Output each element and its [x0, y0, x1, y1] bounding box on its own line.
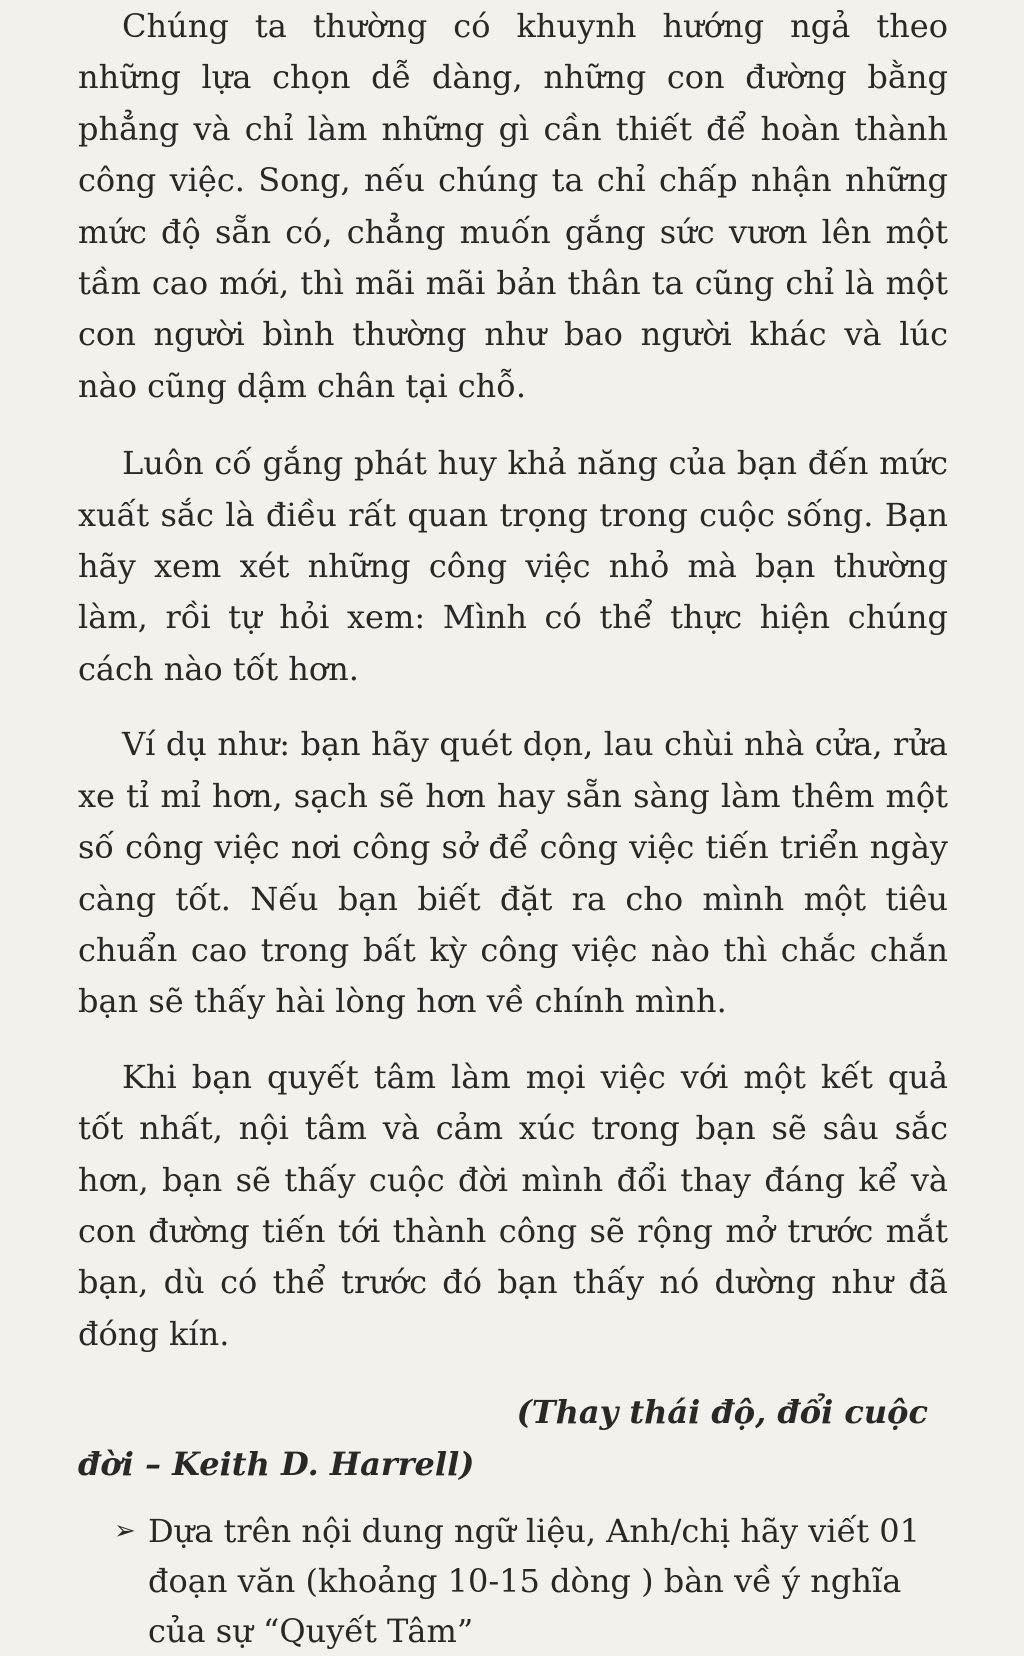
paragraph-2: Luôn cố gắng phát huy khả năng của bạn đến mức xuất sắc là điều rất quan trọng trong cuộc sống. Bạn hãy xem xét những công việc nhỏ mà bạn thường làm, rồi tự hỏi xem: Mình có thể thực hiện chúng cách nào tốt hơn.	[78, 444, 948, 688]
citation-line-1: (Thay thái độ, đổi cuộc	[516, 1393, 928, 1432]
paragraph-3: Ví dụ như: bạn hãy quét dọn, lau chùi nhà cửa, rửa xe tỉ mỉ hơn, sạch sẽ hơn hay sẵn sàng làm thêm một số công việc nơi công sở để công việc tiến triển ngày càng tốt. Nếu bạn biết đặt ra cho mình một tiêu chuẩn cao trong bất kỳ công việc nào thì chắc chắn bạn sẽ thấy hài lòng hơn về chính mình.	[78, 725, 948, 1021]
paragraph-1: Chúng ta thường có khuynh hướng ngả theo những lựa chọn dễ dàng, những con đường bằng phẳng và chỉ làm những gì cần thiết để hoàn thành công việc. Song, nếu chúng ta chỉ chấp nhận những mức độ sẵn có, chẳng muốn gắng sức vươn lên một tầm cao mới, thì mãi mãi bản thân ta cũng chỉ là một con người bình thường như bao người khác và lúc nào cũng dậm chân tại chỗ.	[78, 7, 948, 405]
task-item	[78, 1506, 948, 1656]
task-text: Dựa trên nội dung ngữ liệu, Anh/chị hãy viết 01 đoạn văn (khoảng 10-15 dòng ) bàn về ý nghĩa của sự “Quyết Tâm”	[148, 1512, 920, 1651]
paragraph-4: Khi bạn quyết tâm làm mọi việc với một kết quả tốt nhất, nội tâm và cảm xúc trong bạn sẽ sâu sắc hơn, bạn sẽ thấy cuộc đời mình đổi thay đáng kể và con đường tiến tới thành công sẽ rộng mở trước mắt bạn, dù có thể trước đó bạn thấy nó dường như đã đóng kín.	[78, 1057, 948, 1353]
arrow-bullet-icon: ➢	[114, 1516, 136, 1547]
citation-line-2: đời – Keith D. Harrell)	[78, 1445, 475, 1484]
